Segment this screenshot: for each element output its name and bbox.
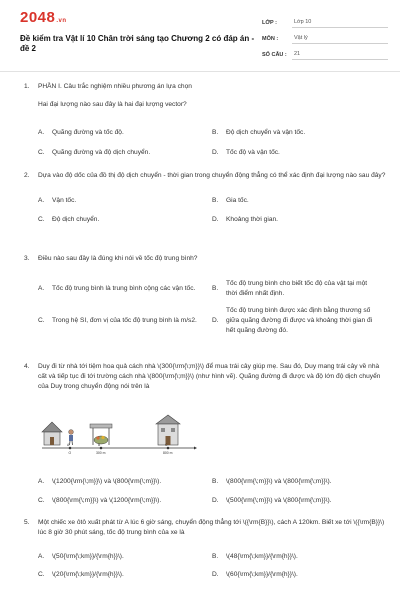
option-b[interactable]	[212, 189, 386, 213]
option-b[interactable]	[212, 546, 386, 568]
option-letter: C.	[38, 149, 45, 156]
answer-options	[38, 546, 386, 582]
option-c[interactable]	[38, 213, 212, 227]
option-letter: A.	[38, 478, 45, 485]
option-text: Gia tốc.	[226, 197, 249, 204]
option-text: Độ dịch chuyển.	[52, 216, 100, 223]
answer-options	[38, 120, 386, 160]
option-d[interactable]	[212, 568, 386, 582]
option-text: Tốc độ trung bình cho biết tốc độ của vật tại một thời điểm nhất định.	[226, 280, 368, 297]
option-text: Quãng đường và độ dịch chuyển.	[52, 149, 151, 156]
option-letter: B.	[212, 129, 219, 136]
option-b[interactable]	[212, 274, 386, 304]
logo-suffix: .vn	[56, 18, 67, 24]
question-number: 5.	[24, 519, 30, 526]
point-a	[69, 447, 72, 450]
question-number: 3.	[24, 255, 30, 262]
option-text: \(800{\rm{\;m}}\) và \(1200{\rm{\;m}}\).	[52, 497, 162, 504]
option-text: Vận tốc.	[52, 197, 77, 204]
option-text: Trong hệ SI, đơn vị của tốc độ trung bình là m/s2.	[52, 317, 197, 324]
option-letter: A.	[38, 197, 45, 204]
option-letter: D.	[212, 497, 219, 504]
fruit-shop-icon	[90, 424, 112, 445]
question-3	[24, 254, 386, 338]
option-text: Quãng đường và tốc độ.	[52, 129, 124, 136]
option-text: \(60{\rm{\;km}}/{\rm{h}}\).	[226, 571, 298, 578]
document-meta	[262, 15, 388, 63]
question-number: 2.	[24, 172, 30, 179]
option-d[interactable]	[212, 213, 386, 227]
option-text: \(800{\rm{\;m}}\) và \(800{\rm{\;m}}\).	[226, 478, 332, 485]
answer-options	[38, 274, 386, 338]
point-label-b: B	[98, 443, 101, 447]
question-section-heading: PHẦN I. Câu trắc nghiệm nhiều phương án lựa chọn	[38, 83, 192, 90]
meta-count	[262, 47, 388, 63]
meta-subject	[262, 31, 388, 47]
option-c[interactable]	[38, 494, 212, 508]
option-text: \(50{\rm{\;km}}/{\rm{h}}\).	[52, 553, 124, 560]
point-label-c: C	[165, 443, 168, 447]
option-letter: A.	[38, 285, 45, 292]
option-letter: B.	[212, 478, 219, 485]
motion-diagram	[38, 408, 198, 464]
option-letter: B.	[212, 553, 219, 560]
option-text: Tốc độ và vận tốc.	[226, 149, 280, 156]
option-letter: D.	[212, 149, 219, 156]
option-c[interactable]	[38, 568, 212, 582]
option-text: \(1200{\rm{\;m}}\) và \(800{\rm{\;m}}\).	[52, 478, 162, 485]
option-text: Tốc độ trung bình là trung bình cộng các vận tốc.	[52, 285, 196, 292]
question-1	[24, 82, 386, 160]
option-letter: D.	[212, 317, 219, 324]
meta-count-value: 21	[292, 50, 388, 60]
option-letter: A.	[38, 129, 45, 136]
option-text: \(20{\rm{\;km}}/{\rm{h}}\).	[52, 571, 124, 578]
meta-class	[262, 15, 388, 31]
meta-subject-value: Vật lý	[292, 34, 388, 44]
option-a[interactable]	[38, 470, 212, 494]
option-d[interactable]	[212, 494, 386, 508]
axis-arrow	[194, 447, 197, 450]
tick-label-300m: 300 m	[96, 451, 106, 455]
point-c	[167, 447, 170, 450]
option-letter: C.	[38, 497, 45, 504]
option-letter: B.	[212, 285, 219, 292]
header	[20, 9, 388, 63]
option-letter: C.	[38, 216, 45, 223]
question-text: Một chiếc xe ôtô xuất phát từ A lúc 6 giờ sáng, chuyển động thẳng tới \({\rm{B}}\), cách A 120km. Biết xe tới \({\rm{B}}\) lúc 8 giờ 30 phút sáng, tốc độ trung bình của xe là	[38, 519, 385, 536]
option-text: Khoảng thời gian.	[226, 216, 278, 223]
option-a[interactable]	[38, 274, 212, 304]
question-text: Duy đi từ nhà tới tiệm hoa quả cách nhà \(300{\rm{\;m}}\) để mua trái cây giúp mẹ. Sau đó, Duy mang trái cây về nhà cất và tiếp tục đi tới trường cách nhà \(800{\rm{\;m}}\) (như hình vẽ). Quãng đường đi được và độ lớn độ dịch chuyển của Duy trong chuyển động nói trên là	[38, 363, 381, 390]
option-a[interactable]	[38, 189, 212, 213]
site-logo[interactable]	[20, 10, 256, 29]
option-b[interactable]	[212, 120, 386, 146]
question-number: 4.	[24, 363, 30, 370]
option-letter: D.	[212, 571, 219, 578]
header-left	[20, 9, 256, 54]
option-text: Tốc độ trung bình được xác định bằng thương số giữa quãng đường đi được và khoảng thời gian đi hết quãng đường đó.	[226, 307, 373, 334]
option-text: Độ dịch chuyển và vận tốc.	[226, 129, 306, 136]
document-title: Đề kiểm tra Vật lí 10 Chân trời sáng tạo Chương 2 có đáp án - đề 2	[20, 34, 255, 53]
point-label-a: A	[67, 443, 70, 447]
school-icon	[156, 415, 180, 445]
person-icon	[69, 430, 74, 445]
logo-text: 2048	[20, 9, 56, 26]
option-b[interactable]	[212, 470, 386, 494]
option-letter: C.	[38, 317, 45, 324]
option-letter: B.	[212, 197, 219, 204]
tick-label-origin: O	[68, 451, 72, 455]
answer-options	[38, 470, 386, 508]
question-text: Dựa vào độ dốc của đồ thị độ dịch chuyển - thời gian trong chuyển động thẳng có thể xác định đại lượng nào sau đây?	[38, 172, 386, 179]
meta-subject-label: MÔN :	[262, 36, 279, 42]
option-letter: A.	[38, 553, 45, 560]
option-a[interactable]	[38, 120, 212, 146]
question-text: Hai đại lượng nào sau đây là hai đại lượng vector?	[38, 101, 187, 108]
question-text: Điều nào sau đây là đúng khi nói về tốc độ trung bình?	[38, 255, 198, 262]
answer-options	[38, 189, 386, 227]
question-5	[24, 518, 386, 582]
question-number: 1.	[24, 83, 30, 90]
option-letter: C.	[38, 571, 45, 578]
tick-label-800m: 800 m	[163, 451, 173, 455]
meta-class-value: Lớp 10	[292, 18, 388, 28]
option-letter: D.	[212, 216, 219, 223]
header-divider	[0, 71, 400, 72]
meta-count-label: SỐ CÂU :	[262, 52, 287, 58]
house-icon	[42, 422, 62, 445]
question-2	[24, 171, 386, 227]
option-c[interactable]	[38, 146, 212, 160]
option-text: \(500{\rm{\;m}}\) và \(800{\rm{\;m}}\).	[226, 497, 332, 504]
point-b	[100, 447, 103, 450]
option-text: \(48{\rm{\;km}}/{\rm{h}}\).	[226, 553, 298, 560]
option-d[interactable]	[212, 146, 386, 160]
option-d[interactable]	[212, 304, 386, 338]
option-c[interactable]	[38, 304, 212, 338]
meta-class-label: LỚP :	[262, 20, 277, 26]
option-a[interactable]	[38, 546, 212, 568]
